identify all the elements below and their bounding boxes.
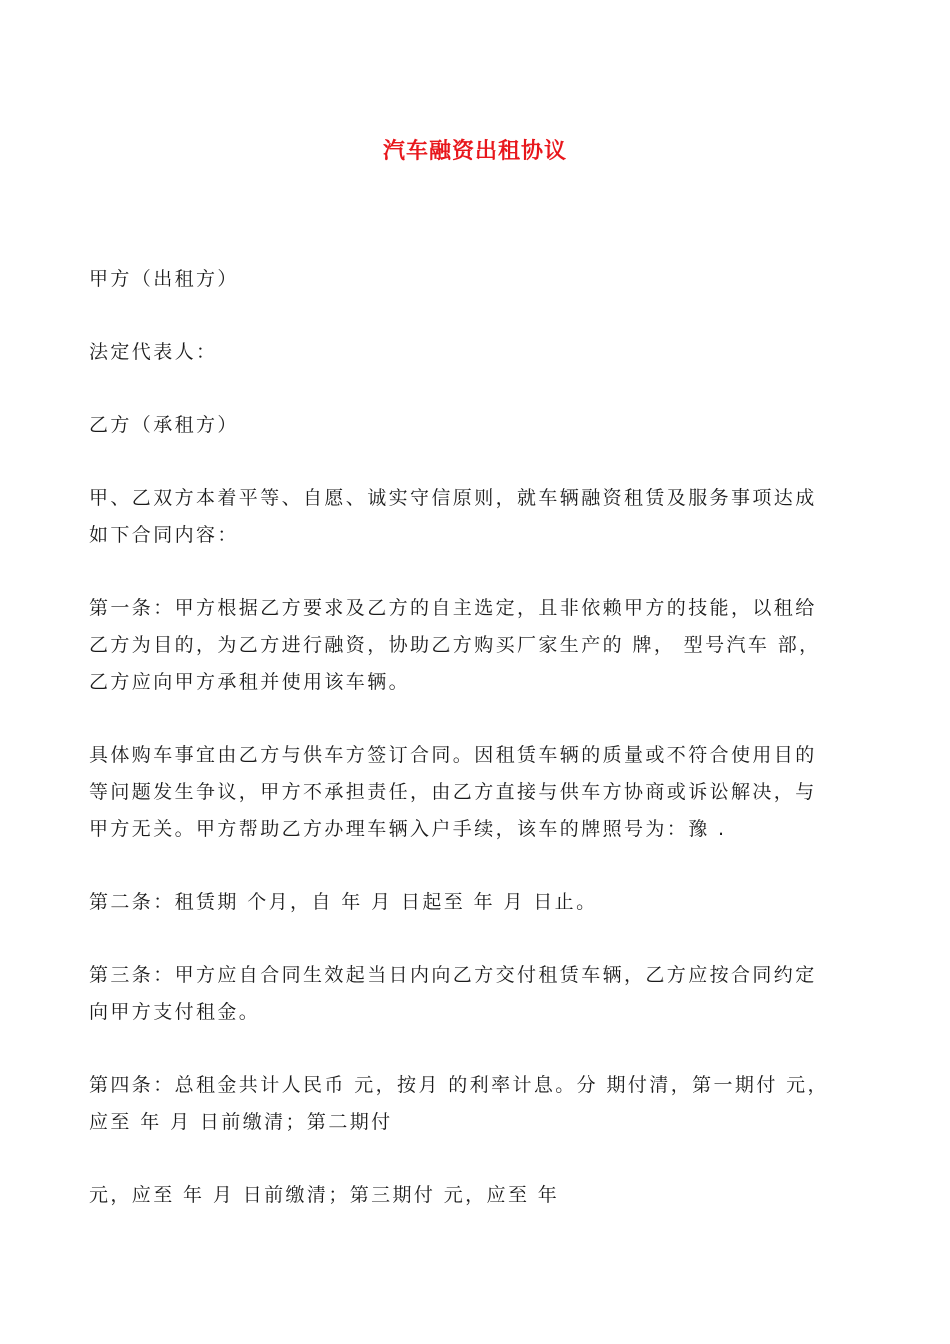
text-line: 第一条：甲方根据乙方要求及乙方的自主选定，且非依赖甲方的技能，以租给 <box>89 597 817 619</box>
text-line: 应至 年 月 日前缴清；第二期付 <box>89 1111 393 1133</box>
paragraph-party-a <box>89 261 869 298</box>
text-line: 具体购车事宜由乙方与供车方签订合同。因租赁车辆的质量或不符合使用目的 <box>89 744 817 766</box>
text-line: 乙方为目的，为乙方进行融资，协助乙方购买厂家生产的 牌， 型号汽车 部， <box>89 634 821 656</box>
text-line: 等问题发生争议，甲方不承担责任，由乙方直接与供车方协商或诉讼解决，与 <box>89 781 817 803</box>
paragraph-article-4 <box>89 1067 869 1141</box>
paragraph-article-2 <box>89 884 869 921</box>
document-title: 汽车融资出租协议 <box>382 139 567 164</box>
paragraph-article-1 <box>89 590 869 701</box>
text-line: 向甲方支付租金。 <box>89 1001 261 1023</box>
paragraph-preamble <box>89 480 869 554</box>
text-line: 乙方（承租方） <box>89 414 239 436</box>
paragraph-article-3 <box>89 957 869 1031</box>
text-line: 第二条：租赁期 个月，自 年 月 日起至 年 月 日止。 <box>89 891 598 913</box>
paragraph-purchase-details <box>89 737 869 848</box>
text-line: 甲方无关。甲方帮助乙方办理车辆入户手续，该车的牌照号为：豫 . <box>89 818 727 840</box>
text-line: 乙方应向甲方承租并使用该车辆。 <box>89 671 411 693</box>
text-line: 甲方（出租方） <box>89 268 239 290</box>
paragraph-installments <box>89 1177 869 1214</box>
paragraph-party-b <box>89 407 869 444</box>
text-line: 如下合同内容： <box>89 524 239 546</box>
document-body <box>89 261 869 1214</box>
text-line: 元，应至 年 月 日前缴清；第三期付 元，应至 年 <box>89 1184 560 1206</box>
text-line: 甲、乙双方本着平等、自愿、诚实守信原则，就车辆融资租赁及服务事项达成 <box>89 487 817 509</box>
text-line: 法定代表人： <box>89 341 218 363</box>
text-line: 第三条：甲方应自合同生效起当日内向乙方交付租赁车辆，乙方应按合同约定 <box>89 964 817 986</box>
paragraph-legal-representative <box>89 334 869 371</box>
text-line: 第四条：总租金共计人民币 元，按月 的利率计息。分 期付清，第一期付 元， <box>89 1074 829 1096</box>
